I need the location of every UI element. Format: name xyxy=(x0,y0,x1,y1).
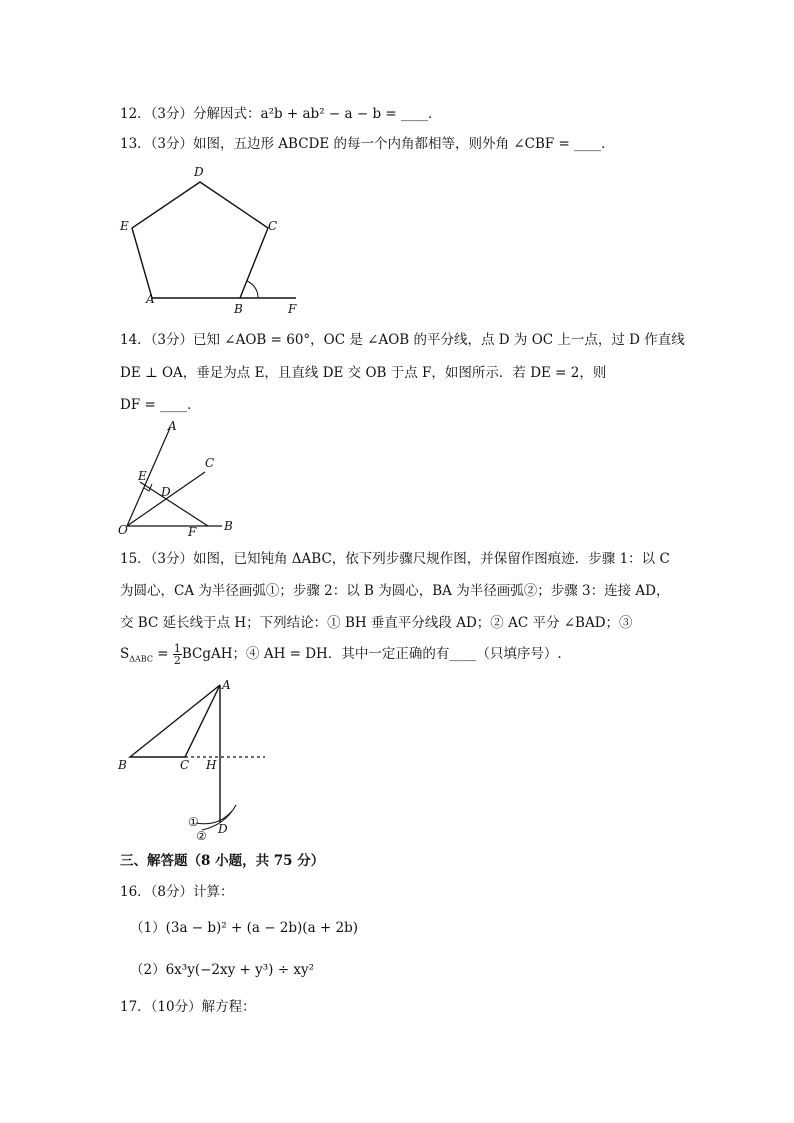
label-a: A xyxy=(222,678,231,692)
question-12: 12．（3分）分解因式：a²b + ab² − a − b = ____． xyxy=(120,106,442,122)
label-d: D xyxy=(218,822,228,836)
label-d: D xyxy=(194,165,204,179)
figure-13-pentagon xyxy=(110,160,310,320)
question-14-line-2: DE ⊥ OA，垂足为点 E，且直线 DE 交 OB 于点 F，如图所示．若 DE = 2，则 xyxy=(120,365,607,381)
question-15-line-4 xyxy=(120,643,562,670)
label-h: H xyxy=(206,758,217,772)
equals-sign: = xyxy=(152,646,173,662)
question-13: 13．（3分）如图，五边形 ABCDE 的每一个内角都相等，则外角 ∠CBF = ____． xyxy=(120,136,615,152)
fraction-denominator: 2 xyxy=(173,654,181,667)
pentagon-shape xyxy=(132,182,268,298)
question-15-line-3: 交 BC 延长线于点 H；下列结论：① BH 垂直平分线段 AD；② AC 平分 ∠BAD；③ xyxy=(120,615,633,631)
area-symbol: S xyxy=(120,646,130,662)
figure-15-construction xyxy=(110,675,275,840)
label-a: A xyxy=(168,419,177,433)
label-c: C xyxy=(268,219,278,233)
label-f: F xyxy=(188,525,197,539)
label-e: E xyxy=(138,469,147,483)
label-arc-2: ② xyxy=(196,829,207,840)
section-3-heading: 三、解答题（8 小题，共 75 分） xyxy=(120,853,325,869)
label-c: C xyxy=(180,758,190,772)
triangle-abc xyxy=(130,685,220,757)
question-16-part-1: （1）(3a − b)² + (a − 2b)(a + 2b) xyxy=(130,920,359,936)
question-17-title: 17．（10分）解方程： xyxy=(120,999,256,1015)
label-b: B xyxy=(224,519,233,533)
question-16-part-2: （2）6x³y(−2xy + y³) ÷ xy² xyxy=(130,962,314,978)
label-c: C xyxy=(205,456,215,470)
question-14-line-1: 14．（3分）已知 ∠AOB = 60°，OC 是 ∠AOB 的平分线，点 D 为 OC 上一点，过 D 作直线 xyxy=(120,332,685,348)
label-a: A xyxy=(146,292,155,306)
label-b: B xyxy=(118,758,127,772)
question-15-line-2: 为圆心，CA 为半径画弧①；步骤 2：以 B 为圆心，BA 为半径画弧②；步骤 3：连接 AD， xyxy=(120,583,670,599)
area-subscript: ΔABC xyxy=(129,654,153,664)
label-f: F xyxy=(288,302,297,316)
question-15-line-1: 15．（3分）如图，已知钝角 ΔABC，依下列步骤尺规作图，并保留作图痕迹．步骤 1：以 C xyxy=(120,551,670,567)
question-16-title: 16．（8分）计算： xyxy=(120,884,234,900)
question-15-rest: BCgAH；④ AH = DH．其中一定正确的有____（只填序号）. xyxy=(181,646,562,662)
fraction-one-half xyxy=(173,643,182,666)
exterior-angle-arc xyxy=(247,281,258,298)
label-d: D xyxy=(161,485,171,499)
label-o: O xyxy=(118,523,128,537)
fraction-numerator: 1 xyxy=(173,642,181,655)
figure-14-angle xyxy=(110,418,250,540)
label-e: E xyxy=(120,219,129,233)
label-b: B xyxy=(234,302,243,316)
label-arc-1: ① xyxy=(188,815,199,829)
question-14-line-3: DF = ____． xyxy=(120,397,201,413)
